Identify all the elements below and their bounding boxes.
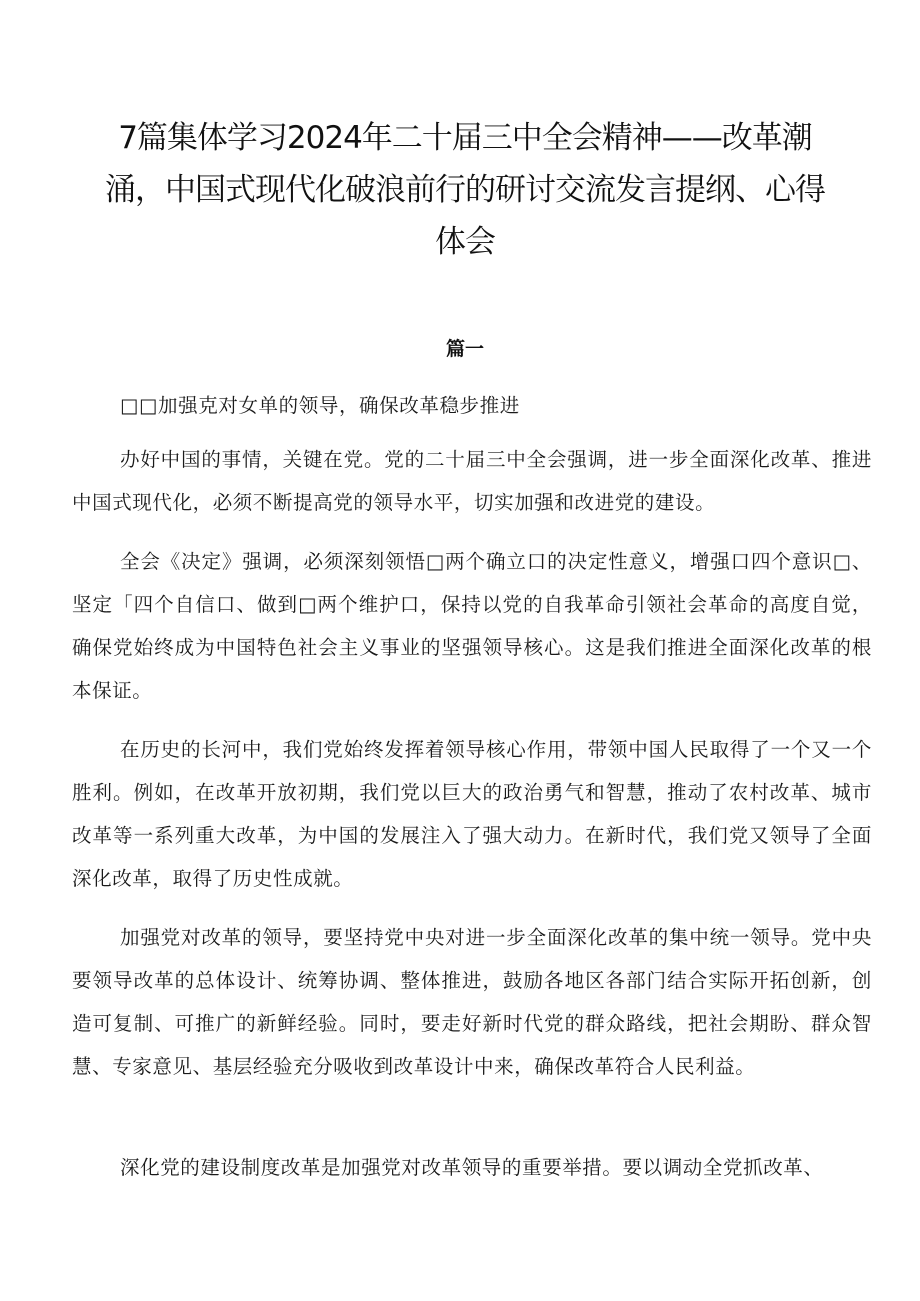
paragraph: 全会《决定》强调，必须深刻领悟□两个确立口的决定性意义，增强口四个意识□、坚定「四个自信口、做到□两个维护口，保持以党的自我革命引领社会革命的高度自觉，确保党始终成为中国特色社会主义事业的坚强领导核心。这是我们推进全面深化改革的根本保证。 [72,550,872,702]
paragraph: 在历史的长河中，我们党始终发挥着领导核心作用，带领中国人民取得了一个又一个胜利。例如，在改革开放初期，我们党以巨大的政治勇气和智慧，推动了农村改革、城市改革等一系列重大改革，为中国的发展注入了强大动力。在新时代，我们党又领导了全面深化改革，取得了历史性成就。 [72,738,872,890]
paragraph: 办好中国的事情，关键在党。党的二十届三中全会强调，进一步全面深化改革、推进中国式现代化，必须不断提高党的领导水平，切实加强和改进党的建设。 [72,448,872,514]
paragraph: 深化党的建设制度改革是加强党对改革领导的重要举措。要以调动全党抓改革、 [120,1156,824,1179]
paragraph: 加强党对改革的领导，要坚持党中央对进一步全面深化改革的集中统一领导。党中央要领导改革的总体设计、统筹协调、整体推进，鼓励各地区各部门结合实际开拓创新，创造可复制、可推广的新鲜经验。同时，要走好新时代党的群众路线，把社会期盼、群众智慧、专家意见、基层经验充分吸收到改革设计中来，确保改革符合人民利益。 [72,926,872,1078]
paragraph-subheading: □□加强克对女单的领导，确保改革稳步推进 [120,394,520,417]
section-heading: 篇一 [445,338,484,360]
document-title: 7篇集体学习2024年二十届三中全会精神——改革潮涌，中国式现代化破浪前行的研讨交流发言提纲、心得体会 [105,120,825,260]
